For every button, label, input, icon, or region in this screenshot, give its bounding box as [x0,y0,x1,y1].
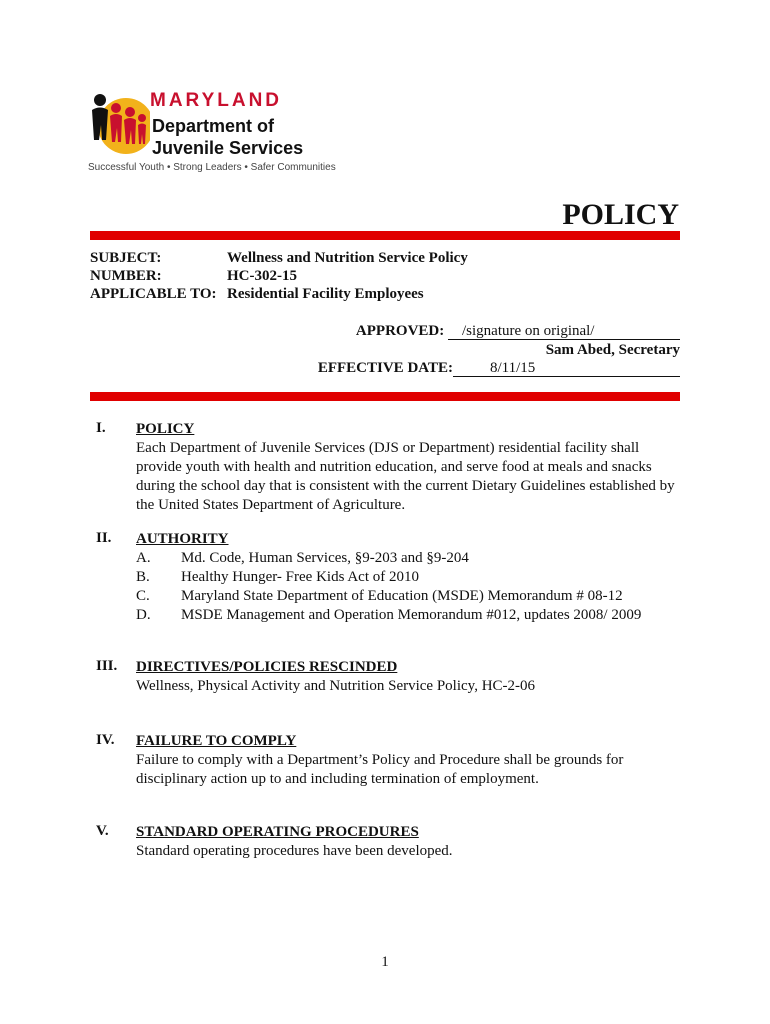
logo-line2: Juvenile Services [152,138,304,158]
logo-line1: Department of [152,116,275,136]
effective-value: 8/11/15 [453,360,680,377]
top-divider [90,231,680,240]
section-sop [136,823,682,861]
section-number: V. [96,823,109,839]
section-body: Each Department of Juvenile Services (DJS or Department) residential facility shall provide youth with health and nutrition education, and serve food at meals and snacks during the school day that is consistent with the current Dietary Guidelines established by the United States Department of Agriculture. [136,440,675,513]
meta-applicable: APPLICABLE TO: Residential Facility Employees [90,286,424,302]
section-heading: DIRECTIVES/POLICIES RESCINDED [136,659,398,675]
djs-logo [88,90,336,180]
section-rescinded [136,658,682,696]
section-number: II. [96,530,112,546]
page-title: POLICY [562,198,679,231]
section-number: III. [96,658,118,674]
logo-department [152,115,303,159]
list-item: B. Healthy Hunger- Free Kids Act of 2010 [136,569,419,585]
section-heading: AUTHORITY [136,531,229,547]
section-heading: FAILURE TO COMPLY [136,733,297,749]
approved-label: APPROVED: [355,323,445,339]
section-body: Failure to comply with a Department’s Policy and Procedure shall be grounds for disciplinary action up to and including termination of employment. [136,752,624,787]
approved-line [356,322,680,341]
list-item: A. Md. Code, Human Services, §9-203 and §9-204 [136,550,469,566]
approved-value: /signature on original/ [448,323,680,340]
logo-tagline: Successful Youth • Strong Leaders • Safer Communities [88,162,336,173]
effective-line [318,359,680,378]
list-item: D. MSDE Management and Operation Memorandum #012, updates 2008/ 2009 [136,607,642,623]
list-item: C. Maryland State Department of Education (MSDE) Memorandum # 08-12 [136,588,623,604]
section-heading: STANDARD OPERATING PROCEDURES [136,824,419,840]
section-number: IV. [96,732,115,748]
bottom-divider [90,392,680,401]
section-body: Wellness, Physical Activity and Nutrition Service Policy, HC-2-06 [136,678,536,694]
section-body: Standard operating procedures have been developed. [136,843,453,859]
meta-subject: SUBJECT: Wellness and Nutrition Service Policy [90,250,468,266]
section-failure [136,732,682,789]
meta-number: NUMBER: HC-302-15 [90,268,297,284]
signer: Sam Abed, Secretary [545,342,680,358]
section-authority [136,530,682,625]
section-policy [136,420,682,515]
family-figures-icon [88,90,150,160]
section-heading: POLICY [136,421,195,437]
page-number: 1 [381,954,389,970]
section-number: I. [96,420,106,436]
logo-state: MARYLAND [150,90,283,111]
effective-label: EFFECTIVE DATE: [317,360,453,376]
